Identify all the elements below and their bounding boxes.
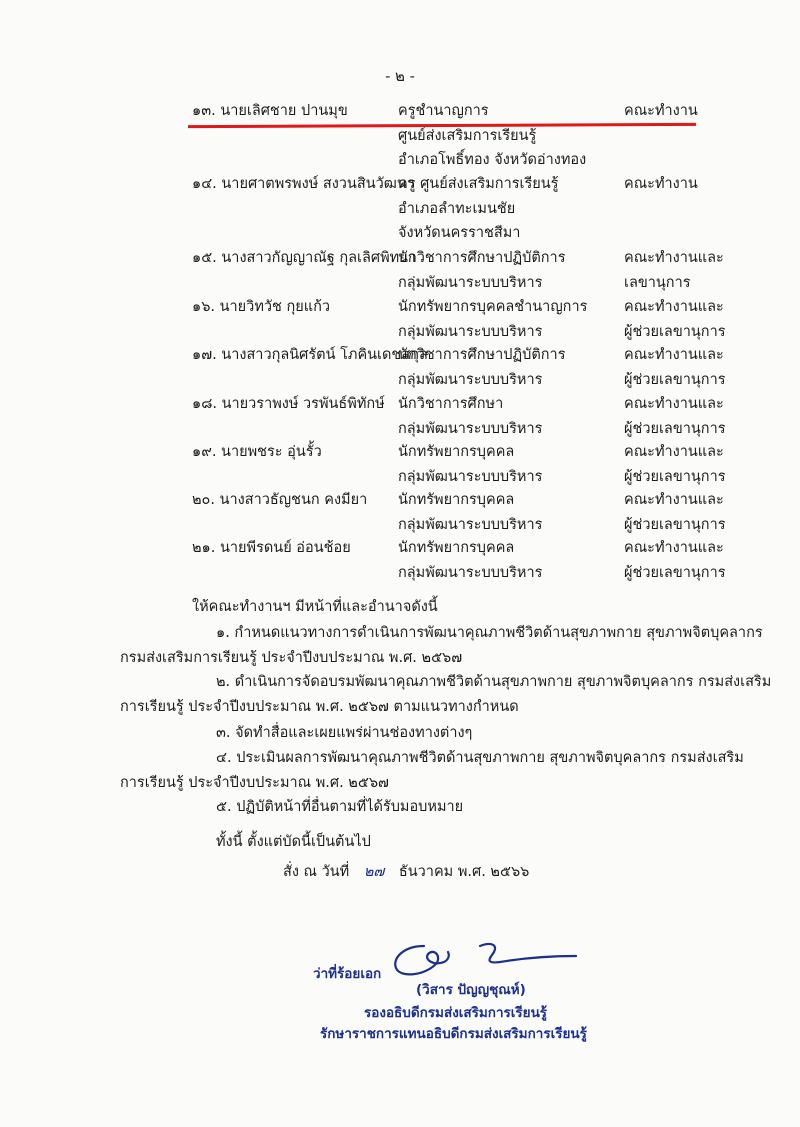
member-role: ผู้ช่วยเลขานุการ	[624, 468, 726, 485]
member-role: ผู้ช่วยเลขานุการ	[624, 420, 726, 437]
member-position: นักทรัพยากรบุคคลชำนาญการ	[398, 299, 588, 315]
member-name: ๑๕. นางสาวกัญญาณัฐ กุลเลิศพิทยา	[192, 250, 416, 266]
member-name: ๒๑. นายพีรดนย์ อ่อนช้อย	[192, 540, 351, 556]
member-position: นักวิชาการศึกษา	[398, 396, 504, 412]
member-position: นักวิชาการศึกษาปฏิบัติการ	[398, 250, 566, 266]
duty-item: ๓. จัดทำสื่อและเผยแพร่ผ่านช่องทางต่างๆ	[216, 725, 473, 741]
member-name: ๑๔. นายศาตพรพงษ์ สงวนสินวัฒนา	[192, 176, 415, 192]
member-position: กลุ่มพัฒนาระบบบริหาร	[398, 516, 543, 533]
signer-acting-title: รักษาราชการแทนอธิบดีกรมส่งเสริมการเรียนรู้	[320, 1026, 587, 1042]
member-position: ศูนย์ส่งเสริมการเรียนรู้	[398, 127, 537, 144]
member-name: ๑๖. นายวิทวัช กุยแก้ว	[192, 299, 331, 315]
member-role: คณะทำงาน	[624, 103, 698, 119]
member-role: ผู้ช่วยเลขานุการ	[624, 371, 726, 388]
duty-item: ๔. ประเมินผลการพัฒนาคุณภาพชีวิตด้านสุขภาพกาย สุขภาพจิตบุคลากร กรมส่งเสริม	[216, 750, 744, 766]
member-role: ผู้ช่วยเลขานุการ	[624, 323, 726, 340]
duty-item-continuation: การเรียนรู้ ประจำปีงบประมาณ พ.ศ. ๒๕๖๗	[120, 775, 389, 791]
member-position: นักวิชาการศึกษาปฏิบัติการ	[398, 347, 566, 363]
member-position: นักทรัพยากรบุคคล	[398, 492, 515, 508]
duty-item: ๕. ปฏิบัติหน้าที่อื่นตามที่ได้รับมอบหมาย	[216, 799, 464, 815]
member-role: คณะทำงานและ	[624, 250, 724, 266]
duty-item: ๑. กำหนดแนวทางการดำเนินการพัฒนาคุณภาพชีวิตด้านสุขภาพกาย สุขภาพจิตบุคลากร	[216, 625, 763, 641]
signer-rank: ว่าที่ร้อยเอก	[313, 966, 382, 982]
order-date-day: ๒๗	[363, 864, 385, 880]
signer-name: (วิสาร ปัญญชุณห์)	[416, 982, 526, 998]
member-role: คณะทำงานและ	[624, 444, 724, 460]
member-role: คณะทำงานและ	[624, 492, 724, 508]
member-position: กลุ่มพัฒนาระบบบริหาร	[398, 274, 543, 291]
signer-title: รองอธิบดีกรมส่งเสริมการเรียนรู้	[364, 1005, 548, 1021]
member-role: เลขานุการ	[624, 274, 691, 291]
member-role: คณะทำงานและ	[624, 347, 724, 363]
member-position: ครู ศูนย์ส่งเสริมการเรียนรู้	[398, 176, 559, 192]
member-role: คณะทำงาน	[624, 176, 698, 192]
member-name: ๑๘. นายวราพงษ์ วรพันธ์พิทักษ์	[192, 396, 385, 412]
page-number: - ๒ -	[385, 67, 415, 85]
member-position: ครูชำนาญการ	[398, 103, 489, 119]
order-date	[283, 862, 529, 882]
member-position: กลุ่มพัฒนาระบบบริหาร	[398, 468, 543, 485]
effective-statement: ทั้งนี้ ตั้งแต่บัดนี้เป็นต้นไป	[216, 834, 371, 850]
member-position: กลุ่มพัฒนาระบบบริหาร	[398, 371, 543, 388]
member-name: ๑๓. นายเลิศชาย ปานมุข	[192, 103, 348, 119]
order-date-prefix: สั่ง ณ วันที่	[283, 864, 350, 880]
member-position: อำเภอลำทะเมนชัย	[398, 200, 516, 217]
member-role: คณะทำงานและ	[624, 396, 724, 412]
member-position: กลุ่มพัฒนาระบบบริหาร	[398, 564, 543, 581]
duty-item-continuation: การเรียนรู้ ประจำปีงบประมาณ พ.ศ. ๒๕๖๗ ตามแนวทางกำหนด	[120, 699, 519, 715]
member-name: ๑๗. นางสาวกุลนิศรัตน์ โภคินเดชสกุล	[192, 347, 428, 363]
member-position: กลุ่มพัฒนาระบบบริหาร	[398, 323, 543, 340]
member-position: กลุ่มพัฒนาระบบบริหาร	[398, 420, 543, 437]
member-name: ๑๙. นายพชระ อุ่นรั้ว	[192, 444, 322, 460]
member-position: นักทรัพยากรบุคคล	[398, 540, 515, 556]
member-position: อำเภอโพธิ์ทอง จังหวัดอ่างทอง	[398, 152, 587, 168]
duty-item: ๒. ดำเนินการจัดอบรมพัฒนาคุณภาพชีวิตด้านสุขภาพกาย สุขภาพจิตบุคลากร กรมส่งเสริม	[216, 674, 772, 690]
member-position: นักทรัพยากรบุคคล	[398, 444, 515, 460]
member-role: คณะทำงานและ	[624, 540, 724, 556]
duties-intro: ให้คณะทำงานฯ มีหน้าที่และอำนาจดังนี้	[192, 599, 438, 615]
order-date-month-year: ธันวาคม พ.ศ. ๒๕๖๖	[398, 864, 530, 880]
duty-item-continuation: กรมส่งเสริมการเรียนรู้ ประจำปีงบประมาณ พ.ศ. ๒๕๖๗	[120, 650, 463, 666]
member-role: คณะทำงานและ	[624, 299, 724, 315]
member-name: ๒๐. นางสาวธัญชนก คงมียา	[192, 492, 368, 508]
member-position: จังหวัดนครราชสีมา	[398, 225, 521, 241]
member-role: ผู้ช่วยเลขานุการ	[624, 516, 726, 533]
member-role: ผู้ช่วยเลขานุการ	[624, 564, 726, 581]
